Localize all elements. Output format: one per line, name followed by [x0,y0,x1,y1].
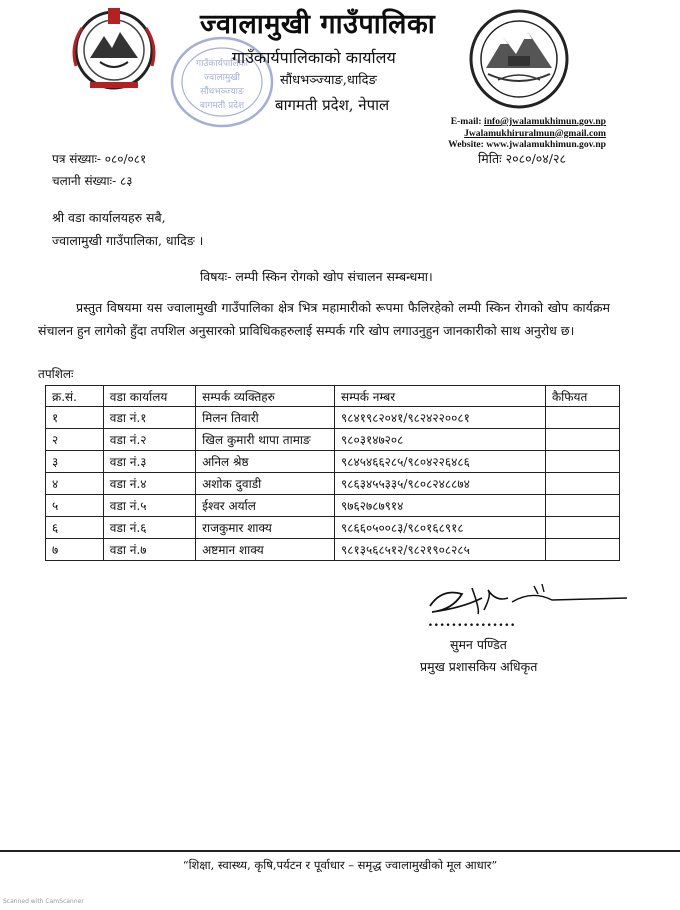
footer-motto: “शिक्षा, स्वास्थ्य, कृषि,पर्यटन र पूर्वाधार – समृद्ध ज्वालामुखीको मूल आधार” [182,858,498,872]
cell-ward: वडा नं.१ [103,407,195,429]
header-remarks: कैफियत [545,386,619,407]
cell-remarks [545,473,619,495]
cell-phone: ९७६२७८७९१४ [335,495,546,517]
cell-remarks [545,429,619,451]
dispatch-label: चलानी संख्याः- [52,174,117,188]
reference-value: ०८०/०८१ [104,152,147,166]
cell-serial: ७ [46,539,104,561]
letter-date [478,150,566,167]
letter-body: प्रस्तुत विषयमा यस ज्वालामुखी गाउँपालिका क्षेत्र भित्र महामारीको रूपमा फैलिरहेको लम्पी स्किन रोगको खोप कार्यक्रम संचालन हुन लागेको हुँदा तपशिल अनुसारको प्राविधिकहरुलाई सम्पर्क गरि खोप लगाउनुहुन जानकारीको साथ अनुरोध छ। [38,300,610,338]
signatory-name: सुमन पण्डित [450,637,507,652]
dispatch-number [52,172,132,189]
municipality-seal-logo [468,8,570,110]
recipient-line-2: ज्वालामुखी गाउँपालिका, धादिङ । [52,233,204,248]
cell-person: अनिल श्रेष्ठ [196,451,335,473]
recipient-block [52,206,203,252]
email-link-2[interactable]: Jwalamukhiruralmun@gmail.com [464,127,606,139]
cell-remarks [545,495,619,517]
header-ward-office: वडा कार्यालय [103,386,195,407]
table-row [46,407,620,429]
cell-remarks [545,451,619,473]
cell-phone: ९८६६०५००८३/९८०१६८९१८ [335,517,546,539]
contact-table [45,385,620,561]
cell-serial: ६ [46,517,104,539]
table-row [46,517,620,539]
contact-block [448,116,606,151]
cell-person: ईश्वर अर्याल [196,495,335,517]
cell-remarks [545,539,619,561]
office-name: गाउँकार्यपालिकाको कार्यालय [232,48,396,67]
email-link-1[interactable]: info@jwalamukhimun.gov.np [484,116,606,127]
date-value: २०८०/०४/२८ [505,151,567,166]
website-link[interactable]: www.jwalamukhimun.gov.np [486,139,606,151]
date-label: मितिः [478,151,502,166]
cell-phone: ९८४१९८२०४१/९८२४२२००८१ [335,407,546,429]
cell-serial: १ [46,407,104,429]
signatory-designation: प्रमुख प्रशासकिय अधिकृत [420,659,538,674]
municipality-title: ज्वालामुखी गाउँपालिका [200,9,436,40]
table-header-row [46,386,620,407]
province-name: बागमती प्रदेश, नेपाल [275,96,390,114]
table-row [46,429,620,451]
office-address: सौंधभञ्ज्याङ,धादिङ [280,73,377,88]
table-row [46,473,620,495]
table-row [46,495,620,517]
cell-person: अष्टमान शाक्य [196,539,335,561]
reference-label: पत्र संख्याः- [52,152,101,166]
cell-phone: ९८१३५६८५१२/९८२१९०८२८५ [335,539,546,561]
stamp-line-3: सौंधभञ्ज्याङ [200,87,244,97]
table-row [46,539,620,561]
table-row [46,451,620,473]
recipient-line-1: श्री वडा कार्यालयहरु सबै, [52,210,166,225]
cell-person: अशोक दुवाडी [196,473,335,495]
cell-serial: ५ [46,495,104,517]
cell-phone: ९८०३१४७२०८ [335,429,546,451]
stamp-line-2: ज्वालामुखी [204,73,240,83]
cell-phone: ९८४५४६६२८५/९८०४२२६४८६ [335,451,546,473]
cell-serial: ३ [46,451,104,473]
cell-ward: वडा नं.६ [103,517,195,539]
cell-ward: वडा नं.५ [103,495,195,517]
cell-remarks [545,517,619,539]
header-serial: क्र.सं. [46,386,104,407]
cell-ward: वडा नं.४ [103,473,195,495]
header-contact-person: सम्पर्क व्यक्तिहरु [196,386,335,407]
cell-ward: वडा नं.३ [103,451,195,473]
cell-phone: ९८६३४५५३३५/९८०८२४८८७४ [335,473,546,495]
reference-number [52,150,146,167]
cell-person: खिल कुमारी थापा तामाङ [196,429,335,451]
scanner-watermark: Scanned with CamScanner [3,898,84,905]
cell-ward: वडा नं.२ [103,429,195,451]
cell-person: मिलन तिवारी [196,407,335,429]
footer-divider [0,850,680,852]
nepal-emblem-logo [60,6,168,92]
email-label: E-mail: [450,116,482,127]
letter-subject: विषयः- लम्पी स्किन रोगको खोप संचालन सम्बन्धमा। [200,269,433,284]
cell-serial: ४ [46,473,104,495]
stamp-line-1: गाउँकार्यपालिका [196,59,248,69]
cell-person: राजकुमार शाक्य [196,517,335,539]
details-label: तपशिलः [38,367,74,381]
cell-remarks [545,407,619,429]
dispatch-value: ८३ [119,174,133,188]
header-contact-number: सम्पर्क नम्बर [335,386,546,407]
email-line-1 [448,116,606,128]
stamp-line-4: बागमती प्रदेश [199,101,245,111]
cell-ward: वडा नं.७ [103,539,195,561]
cell-serial: २ [46,429,104,451]
website-label: Website: [448,139,484,151]
signature-line: ............... [428,614,517,630]
